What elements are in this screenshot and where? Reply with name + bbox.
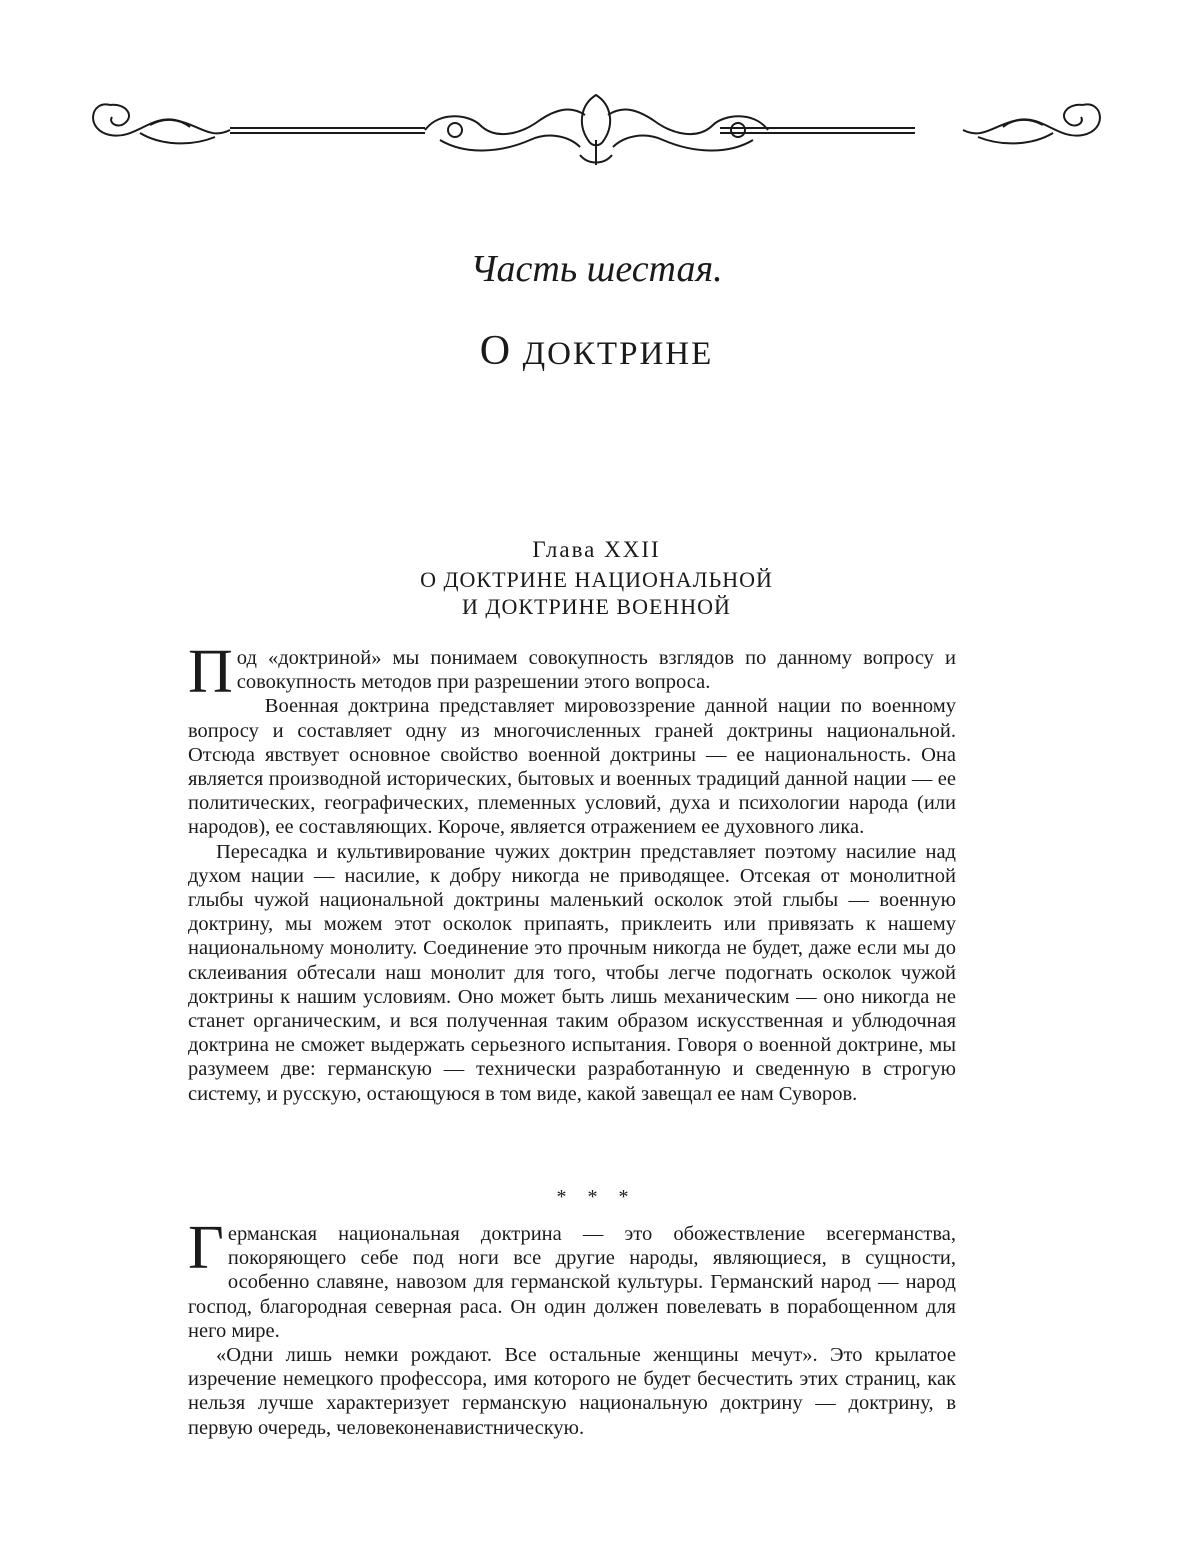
page-title [0, 330, 1193, 372]
paragraph: Пересадка и культивирование чужих доктрин представляет поэтому насилие над духом нации — насилие, к добру никогда не приводящее. Отсекая от монолитной глыбы чужой национальной доктрины маленький осколок этой глыбы — военную доктрину, мы можем этот осколок припаять, приклеить или привязать к нашему национальному монолиту. Соединение это прочным никогда не будет, даже если мы до склеивания обтесали наш монолит для того, чтобы легче подогнать осколок чужой доктрины к нашим условиям. Оно может быть лишь механическим — оно никогда не станет органическим, и вся полученная таким образом искусственная и ублюдочная доктрина не сможет выдержать серьезного испытания. Говоря о военной доктрине, мы разумеем две: германскую — технически разработанную и сведенную в строгую систему, и русскую, остающуюся в том виде, какой завещал ее нам Суворов. [188, 840, 956, 1105]
body-section-1 [188, 638, 956, 1106]
drop-cap: П [188, 638, 233, 706]
paragraph: «Одни лишь немки рождают. Все остальные женщины мечут». Это крылатое изречение немецкого профессора, имя которого не будет бесчестить этих страниц, как нельзя лучше характеризует германскую национальную доктрину — доктрину, в первую очередь, человеконенавистническую. [188, 1344, 956, 1439]
decorative-header-ornament [80, 85, 1113, 175]
chapter-title-line2: И ДОКТРИНЕ ВОЕННОЙ [462, 594, 731, 619]
paragraph-text: ерманская национальная доктрина — это обожествление всегерманства, покоряющего себе под ноги все другие народы, являющиеся, в сущности, особенно славяне, навозом для германской культуры. Германский народ — народ господ, благородная северная раса. Он один должен повелевать в порабощенном для него мире. [188, 1223, 956, 1342]
paragraph-text: од «доктриной» мы понимаем совокупность взглядов по данному вопросу и совокупность методов при разрешении этого вопроса. [236, 647, 956, 694]
title-rest: ДОКТРИНЕ [522, 336, 714, 372]
paragraph [188, 1214, 956, 1343]
section-separator: * * * [556, 1186, 637, 1208]
drop-cap: Г [188, 1214, 224, 1282]
paragraph [188, 638, 956, 706]
title-initial: О [479, 328, 512, 374]
part-title: Часть шестая. [470, 248, 723, 290]
chapter-number: Глава XXII [532, 537, 661, 562]
chapter-title [0, 566, 1193, 620]
paragraph: Военная доктрина представляет мировоззрение данной нации по военному вопросу и составляет одну из многочисленных граней доктрины национальной. Отсюда явствует основное свойство военной доктрины — ее национальность. Она является производной исторических, бытовых и военных традиций данной нации — ее политических, географических, племенных условий, духа и психологии народа (или народов), ее составляющих. Короче, является отражением ее духовного лика. [188, 695, 956, 839]
body-section-2 [188, 1214, 956, 1440]
chapter-title-line1: О ДОКТРИНЕ НАЦИОНАЛЬНОЙ [420, 567, 773, 592]
